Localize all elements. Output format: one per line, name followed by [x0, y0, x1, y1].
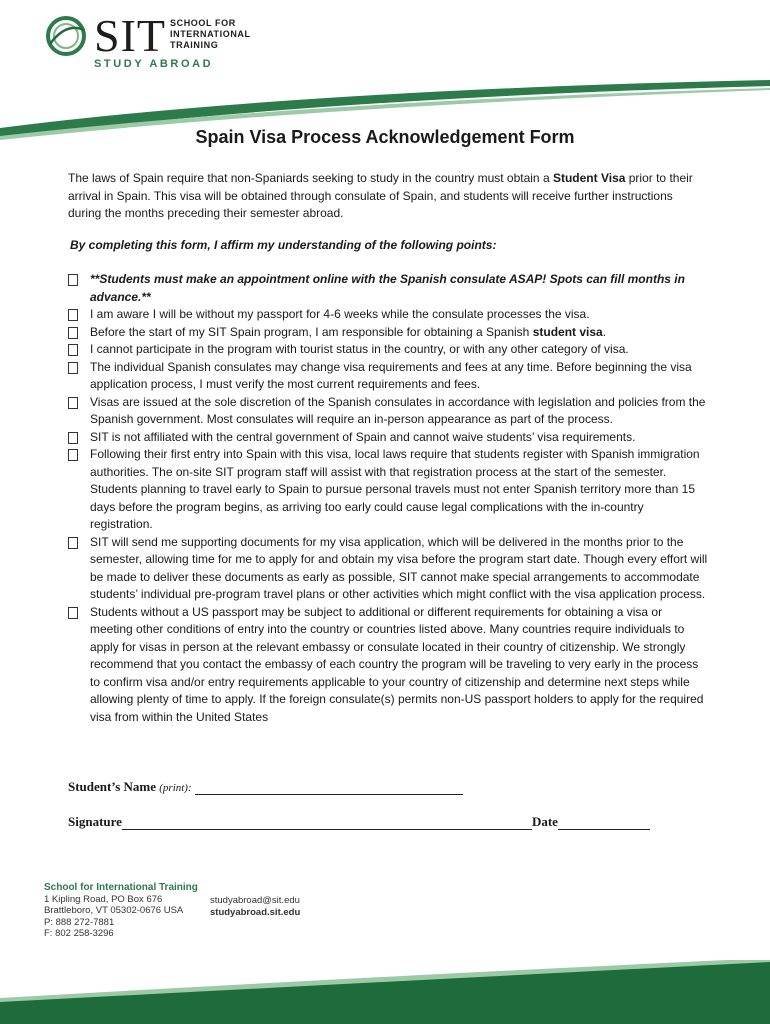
footer-swoosh: [0, 960, 770, 1024]
student-name-field[interactable]: [195, 780, 463, 795]
footer-line: 1 Kipling Road, PO Box 676: [44, 893, 163, 905]
item-text: Before the start of my SIT Spain program, I am responsible for obtaining a Spanish: [90, 324, 533, 339]
checkbox[interactable]: [68, 432, 78, 444]
sit-logo: [44, 10, 254, 74]
item-text: The individual Spanish consulates may change visa requirements and fees at any time. Before beginning the visa application process, I must verify the most current requirements and fees.: [90, 359, 692, 391]
logo-ring-icon: [44, 14, 88, 58]
list-item: [68, 341, 708, 359]
footer-org: School for International Training: [44, 882, 198, 893]
signature-field[interactable]: [122, 815, 532, 830]
item-bold: student visa: [532, 324, 603, 339]
list-item: [68, 324, 708, 342]
checkbox[interactable]: [68, 327, 78, 339]
item-text: Visas are issued at the sole discretion of the Spanish consulates in accordance with legislation and policies from the Spanish government. Most consulates will require an in-person appearance as part of the process.: [90, 394, 706, 426]
checkbox[interactable]: [68, 274, 78, 286]
item-text: **Students must make an appointment online with the Spanish consulate ASAP! Spots can fill months in advance.**: [90, 272, 685, 304]
checkbox[interactable]: [68, 537, 78, 549]
list-item: [68, 604, 708, 727]
item-text: I cannot participate in the program with tourist status in the country, or with any other category of visa.: [90, 342, 629, 356]
item-text: SIT is not affiliated with the central government of Spain and cannot waive students’ visa requirements.: [90, 429, 636, 444]
student-name-row: [68, 779, 463, 795]
logo-school-name: [170, 18, 251, 51]
logo-side-line: INTERNATIONAL: [170, 29, 251, 39]
intro-paragraph: [68, 170, 708, 223]
checkbox[interactable]: [68, 344, 78, 356]
intro-text: The laws of Spain require that non-Spaniards seeking to study in the country must obtain a: [68, 171, 553, 185]
intro-text: prior to their arrival in Spain. This visa will be obtained through consulate of Spain, and students will receive further instructions during the months preceding their semester abroad.: [68, 171, 693, 220]
footer-fax: F: 802 258-3296: [44, 928, 114, 939]
checkbox[interactable]: [68, 309, 78, 321]
student-name-label: Student’s Name: [68, 779, 156, 794]
item-text: .: [602, 324, 607, 339]
logo-tagline: STUDY ABROAD: [94, 58, 214, 70]
list-item: [68, 429, 708, 447]
checkbox[interactable]: [68, 397, 78, 409]
form-title: Spain Visa Process Acknowledgement Form: [195, 127, 575, 147]
item-text: Students without a US passport may be subject to additional or different requirements for obtaining a visa or meeting other conditions of entry into the country or countries listed above. Many countries require individuals to apply for visas in person at the relevant embassy or consulate located in their country of citizenship. We strongly recommend that you contact the embassy of each country the program will be traveling to very early in the process to confirm visa and/or entry requirements applicable to your country of citizenship and determine next steps while allowing plenty of time to apply. If the foreign consulate(s) permits non-US passport holders to apply for the required visa from within the United States: [90, 604, 704, 724]
logo-side-line: TRAINING: [170, 40, 219, 50]
date-field[interactable]: [558, 815, 650, 830]
affirm-heading: By completing this form, I affirm my understanding of the following points:: [70, 238, 497, 252]
checkbox[interactable]: [68, 449, 78, 461]
logo-wordmark: SIT: [94, 10, 166, 61]
list-item: [68, 534, 708, 604]
item-text: I am aware I will be without my passport for 4-6 weeks while the consulate processes the visa.: [90, 307, 590, 321]
item-text: SIT will send me supporting documents for my visa application, which will be delivered in the months prior to the semester, allowing time for me to apply for and obtain my visa before the program start date. Though every effort will be made to deliver these documents as early as possible, SIT cannot make special arrangements to accommodate students’ individual pre-program travel plans or other activities which might conflict with the visa application process.: [90, 534, 708, 601]
footer-line: Brattleboro, VT 05302-0676 USA: [44, 905, 184, 916]
list-item: [68, 271, 708, 306]
list-item: [68, 306, 708, 324]
list-item: [68, 359, 708, 394]
checkbox[interactable]: [68, 607, 78, 619]
footer-email[interactable]: studyabroad@sit.edu: [210, 895, 300, 906]
footer-address: [44, 882, 198, 940]
signature-row: [68, 814, 650, 830]
intro-bold: Student Visa: [552, 171, 626, 185]
acknowledgement-list: [68, 271, 708, 726]
checkbox[interactable]: [68, 362, 78, 374]
date-label: Date: [531, 814, 558, 829]
item-text: Following their first entry into Spain with this visa, local laws require that students register with Spanish immigration authorities. The on-site SIT program staff will assist with that registration process at the start of the semester. Students planning to travel early to Spain to pursue personal travels must not enter Spanish territory more than 15 days before the program begins, as arriving too early could cause legal complications with the in-country registration.: [90, 447, 700, 531]
list-item: [68, 446, 708, 534]
footer-website[interactable]: studyabroad.sit.edu: [210, 906, 301, 918]
footer-contact: [210, 895, 300, 918]
student-name-sublabel: (print):: [159, 782, 192, 794]
signature-label: Signature: [68, 814, 122, 829]
list-item: [68, 394, 708, 429]
footer-phone: P: 888 272-7881: [44, 916, 115, 928]
logo-side-line: SCHOOL FOR: [170, 18, 236, 28]
